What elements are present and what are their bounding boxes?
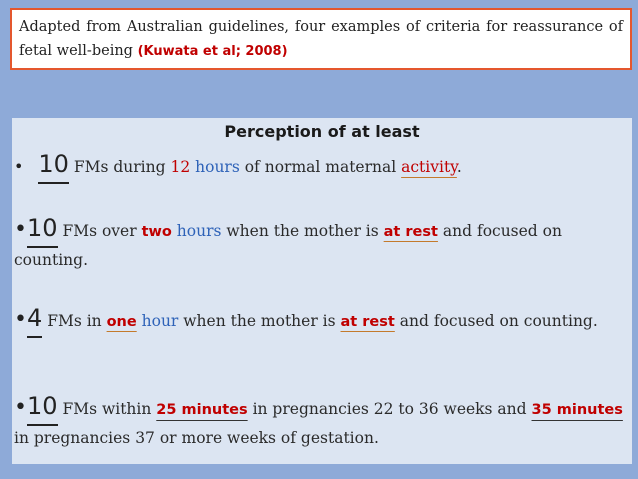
count: 10	[38, 150, 69, 178]
count-underline	[27, 336, 42, 338]
count-underline	[27, 424, 58, 426]
item-text: when the mother is	[221, 222, 384, 240]
citation: (Kuwata et al; 2008)	[137, 44, 288, 59]
item-text: FMs within	[57, 400, 157, 418]
number: 12	[170, 158, 191, 176]
criteria-item-3	[14, 304, 626, 336]
item-text: .	[456, 158, 462, 176]
key-term: 35 minutes	[531, 402, 623, 418]
unit: hours	[190, 158, 240, 176]
bullet: •	[14, 217, 27, 242]
bullet: •	[14, 157, 24, 176]
key-term: at rest	[383, 224, 438, 240]
item-text: FMs over	[57, 222, 142, 240]
item-text: and focused on counting.	[14, 222, 562, 269]
item-text: in pregnancies 37 or more weeks of gestation.	[14, 429, 379, 447]
number: one	[106, 314, 137, 330]
criteria-item-1	[14, 150, 626, 181]
count-underline	[27, 246, 58, 248]
key-term: activity	[401, 158, 457, 176]
number: two	[141, 224, 172, 240]
item-text: and focused on counting.	[394, 312, 598, 330]
unit: hour	[136, 312, 179, 330]
item-text: when the mother is	[178, 312, 341, 330]
key-term: 25 minutes	[156, 402, 248, 418]
count: 4	[27, 304, 42, 332]
item-text: FMs in	[42, 312, 107, 330]
count: 10	[27, 392, 58, 420]
unit: hours	[171, 222, 222, 240]
criteria-item-4	[14, 392, 626, 452]
criteria-item-2	[14, 214, 626, 274]
panel-title: Perception of at least	[224, 122, 420, 141]
item-text: FMs during	[68, 158, 171, 176]
bullet: •	[14, 307, 27, 332]
criteria-panel	[12, 118, 632, 464]
header-text: Adapted from Australian guidelines, four examples of criteria for reassurance of fetal well-being	[19, 19, 623, 59]
count-underline	[38, 182, 69, 184]
item-text: of normal maternal	[239, 158, 402, 176]
header-box	[10, 8, 632, 70]
key-term: at rest	[340, 314, 395, 330]
item-text: in pregnancies 22 to 36 weeks and	[247, 400, 532, 418]
bullet: •	[14, 395, 27, 420]
count: 10	[27, 214, 58, 242]
